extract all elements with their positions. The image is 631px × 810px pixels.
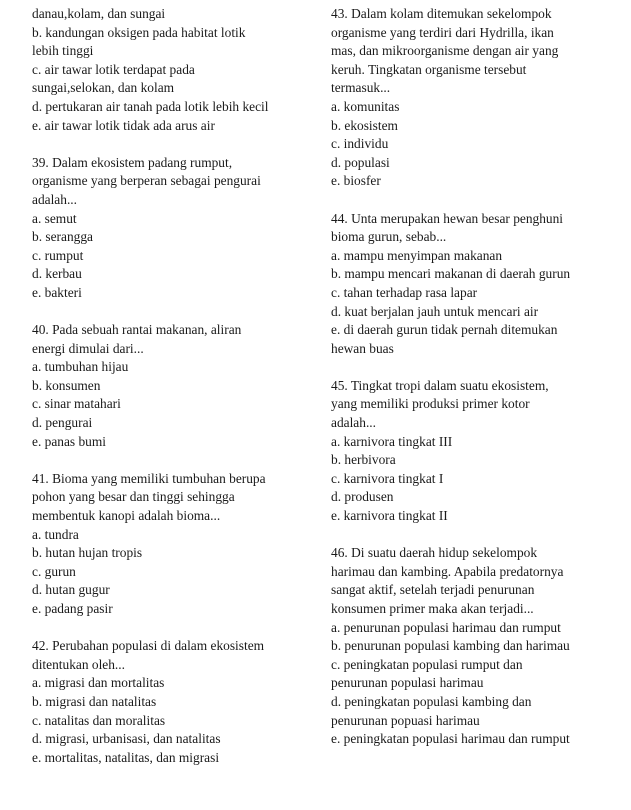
option-text: e. panas bumi [32,433,107,449]
question-text: organisme yang berperan sebagai pengurai [32,173,261,189]
option-text: d. kerbau [32,266,82,282]
option-text: c. individu [331,136,389,152]
option-text: c. gurun [32,563,76,579]
option-text: d. migrasi, urbanisasi, dan natalitas [32,731,221,747]
question-text: 44. Unta merupakan hewan besar penghuni [331,210,564,226]
question-block [331,5,621,191]
option-text: c. rumput [32,247,84,263]
option-text: danau,kolam, dan sungai [32,6,166,21]
question-text: pohon yang besar dan tinggi sehingga [32,489,235,505]
option-text: b. herbivora [331,452,396,468]
option-text: c. peningkatan populasi rumput dan [331,656,523,672]
option-text: c. sinar matahari [32,396,121,412]
question-text: 46. Di suatu daerah hidup sekelompok [331,545,538,561]
spacer [32,451,310,470]
question-text: bioma gurun, sebab... [331,229,447,245]
option-text: c. tahan terhadap rasa lapar [331,284,478,300]
spacer [331,526,621,545]
option-text: e. bakteri [32,284,82,300]
question-text: ditentukan oleh... [32,656,125,672]
question-text: energi dimulai dari... [32,340,144,356]
option-text: a. karnivora tingkat III [331,433,453,449]
option-text: c. air tawar lotik terdapat pada [32,61,195,77]
option-text: e. di daerah gurun tidak pernah ditemukan [331,322,558,338]
option-text: d. kuat berjalan jauh untuk mencari air [331,303,539,319]
option-text: e. air tawar lotik tidak ada arus air [32,117,215,133]
option-text: hewan buas [331,340,394,356]
option-text: e. karnivora tingkat II [331,508,448,524]
right-column [331,5,621,749]
option-text: a. mampu menyimpan makanan [331,247,503,263]
option-text: b. konsumen [32,377,101,393]
option-text: a. migrasi dan mortalitas [32,675,165,691]
option-text: b. penurunan populasi kambing dan harimau [331,638,570,654]
spacer [32,135,310,154]
question-text: termasuk... [331,80,391,96]
option-text: d. pertukaran air tanah pada lotik lebih kecil [32,98,269,114]
question-text: adalah... [32,191,77,207]
continued-options [32,5,310,135]
option-text: a. penurunan populasi harimau dan rumput [331,619,561,635]
spacer [331,191,621,210]
spacer [331,358,621,377]
option-text: e. mortalitas, natalitas, dan migrasi [32,749,220,765]
spacer [32,619,310,638]
option-text: d. populasi [331,154,390,170]
question-text: 41. Bioma yang memiliki tumbuhan berupa [32,470,266,486]
spacer [32,303,310,322]
option-text: penurunan popuasi harimau [331,712,480,728]
option-text: d. produsen [331,489,394,505]
option-text: b. hutan hujan tropis [32,545,143,561]
option-text: e. peningkatan populasi harimau dan rumput [331,731,570,747]
option-text: b. kandungan oksigen pada habitat lotik [32,24,246,40]
left-column [32,5,310,767]
option-text: b. migrasi dan natalitas [32,693,157,709]
option-text: c. natalitas dan moralitas [32,712,166,728]
question-text: mas, dan mikroorganisme dengan air yang [331,43,559,59]
question-block [32,637,310,767]
question-block [331,210,621,359]
question-text: keruh. Tingkatan organisme tersebut [331,61,527,77]
question-text: adalah... [331,415,376,431]
question-text: konsumen primer maka akan terjadi... [331,601,534,616]
question-block [331,544,621,749]
question-text: organisme yang terdiri dari Hydrilla, ikan [331,24,554,40]
option-text: sungai,selokan, dan kolam [32,80,175,96]
question-text: sangat aktif, setelah terjadi penurunan [331,582,535,598]
option-text: d. hutan gugur [32,582,110,598]
option-text: a. tumbuhan hijau [32,359,129,375]
question-text: harimau dan kambing. Apabila predatornya [331,563,564,579]
option-text: d. pengurai [32,415,93,431]
option-text: b. ekosistem [331,117,398,133]
question-block [331,377,621,526]
option-text: lebih tinggi [32,43,94,59]
question-block [32,321,310,451]
option-text: b. serangga [32,229,93,245]
option-text: e. biosfer [331,173,381,189]
question-block [32,154,310,303]
option-text: a. komunitas [331,98,400,114]
question-text: 42. Perubahan populasi di dalam ekosistem [32,638,265,654]
option-text: penurunan populasi harimau [331,675,484,691]
question-text: yang memiliki produksi primer kotor [331,396,530,412]
option-text: c. karnivora tingkat I [331,470,444,486]
question-text: 40. Pada sebuah rantai makanan, aliran [32,322,242,338]
question-text: 45. Tingkat tropi dalam suatu ekosistem, [331,377,549,393]
option-text: d. peningkatan populasi kambing dan [331,693,532,709]
question-text: 43. Dalam kolam ditemukan sekelompok [331,6,552,21]
option-text: e. padang pasir [32,601,113,616]
option-text: a. semut [32,210,77,226]
option-text: b. mampu mencari makanan di daerah gurun [331,266,571,282]
option-text: a. tundra [32,526,79,542]
question-block [32,470,310,619]
question-text: 39. Dalam ekosistem padang rumput, [32,154,233,170]
question-text: membentuk kanopi adalah bioma... [32,508,221,524]
